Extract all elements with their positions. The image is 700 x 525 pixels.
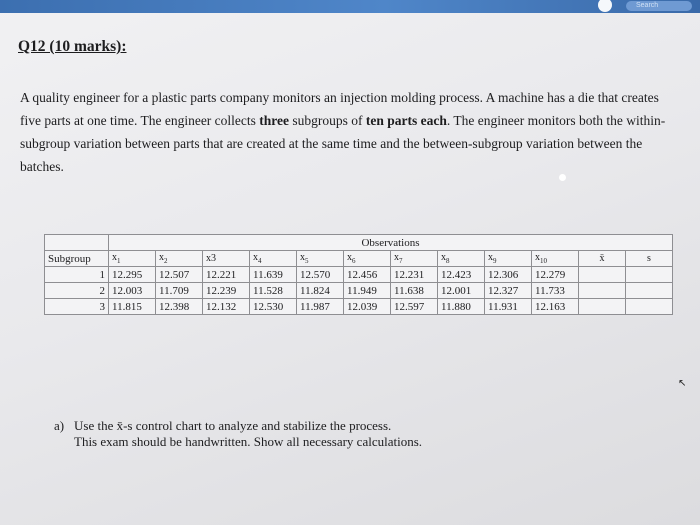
column-header-xbar: x̄ (579, 251, 626, 267)
column-header-subscript: 4 (258, 257, 262, 265)
observation-cell: 11.824 (297, 283, 344, 299)
question-title: Q12 (10 marks): (18, 38, 127, 55)
observations-table (44, 234, 673, 315)
s-cell[interactable] (626, 299, 673, 315)
observation-cell: 12.231 (391, 267, 438, 283)
column-header-subscript: 1 (117, 257, 121, 265)
observations-header: Observations (109, 235, 673, 251)
search-box[interactable]: Search (626, 1, 692, 11)
observation-cell: 12.507 (156, 267, 203, 283)
observation-cell: 12.423 (438, 267, 485, 283)
observation-cell: 12.001 (438, 283, 485, 299)
table-header-row (45, 251, 673, 267)
observation-cell: 11.880 (438, 299, 485, 315)
column-header-x10 (532, 251, 579, 267)
observation-cell: 12.570 (297, 267, 344, 283)
problem-text-pre: A quality engineer for a plastic parts company monitors an injection molding process. A machine has a die that creates five parts at one time. The engineer collects (20, 90, 659, 128)
xbar-cell[interactable] (579, 299, 626, 315)
column-header-base: x3 (206, 253, 216, 264)
problem-text-mid: subgroups of (289, 113, 366, 128)
observation-cell: 11.639 (250, 267, 297, 283)
part-a-line1 (54, 418, 422, 434)
table-corner (45, 235, 109, 251)
problem-bold-subgroups: three (259, 113, 290, 128)
observation-cell: 12.132 (203, 299, 250, 315)
column-header-x8 (438, 251, 485, 267)
column-header-x6 (344, 251, 391, 267)
column-header-x2 (156, 251, 203, 267)
part-a-label: a) (54, 418, 65, 433)
table-row (45, 267, 673, 283)
observation-cell: 12.295 (109, 267, 156, 283)
mouse-cursor-dot (559, 174, 566, 181)
column-header-x9 (485, 251, 532, 267)
column-header-subscript: 2 (164, 257, 168, 265)
problem-bold-parts: ten parts each (365, 113, 447, 128)
column-header-s: s (626, 251, 673, 267)
column-header-subscript: 8 (446, 257, 450, 265)
column-header-subscript: 7 (399, 257, 403, 265)
observation-cell: 11.709 (156, 283, 203, 299)
column-header-base: x (347, 252, 352, 263)
observation-cell: 11.528 (250, 283, 297, 299)
subgroup-number: 2 (45, 283, 109, 299)
observation-cell: 12.398 (156, 299, 203, 315)
column-header-base: x (159, 252, 164, 263)
column-header-subscript: 6 (352, 257, 356, 265)
subgroup-header: Subgroup (45, 251, 109, 267)
observation-cell: 11.733 (532, 283, 579, 299)
observation-cell: 12.530 (250, 299, 297, 315)
subgroup-number: 1 (45, 267, 109, 283)
column-header-base: x (441, 252, 446, 263)
column-header-base: x (394, 252, 399, 263)
observation-cell: 12.456 (344, 267, 391, 283)
column-header-base: x (253, 252, 258, 263)
browser-top-bar (0, 0, 700, 13)
observation-cell: 11.949 (344, 283, 391, 299)
column-header-x7 (391, 251, 438, 267)
circle-icon (598, 0, 612, 12)
observation-cell: 11.987 (297, 299, 344, 315)
part-a (54, 418, 422, 450)
observation-cell: 12.597 (391, 299, 438, 315)
observation-cell: 12.239 (203, 283, 250, 299)
xbar-cell[interactable] (579, 283, 626, 299)
table-title-row (45, 235, 673, 251)
column-header-base: x (488, 252, 493, 263)
column-header-base: x (112, 252, 117, 263)
column-header-x5 (297, 251, 344, 267)
table-row (45, 283, 673, 299)
s-cell[interactable] (626, 283, 673, 299)
column-header-x4 (250, 251, 297, 267)
column-header-subscript: 9 (493, 257, 497, 265)
observation-cell: 12.039 (344, 299, 391, 315)
subgroup-number: 3 (45, 299, 109, 315)
mouse-pointer-icon: ↖ (678, 378, 687, 389)
part-a-line2: This exam should be handwritten. Show all necessary calculations. (74, 434, 423, 449)
column-header-subscript: 10 (540, 257, 547, 265)
observation-cell: 11.815 (109, 299, 156, 315)
problem-text-post: . The engineer monitors both the within-subgroup variation between parts that are created at the same time and the between-subgroup variation between the batches. (20, 113, 666, 174)
column-header-x3 (203, 251, 250, 267)
part-a-instruction: Use the x̄-s control chart to analyze and stabilize the process. (74, 418, 392, 433)
observation-cell: 12.163 (532, 299, 579, 315)
observation-cell: 12.306 (485, 267, 532, 283)
table-row (45, 299, 673, 315)
problem-statement (20, 86, 675, 178)
column-header-x1 (109, 251, 156, 267)
observation-cell: 12.327 (485, 283, 532, 299)
column-header-base: x (300, 252, 305, 263)
xbar-cell[interactable] (579, 267, 626, 283)
observation-cell: 12.279 (532, 267, 579, 283)
column-header-subscript: 5 (305, 257, 309, 265)
s-cell[interactable] (626, 267, 673, 283)
observation-cell: 11.931 (485, 299, 532, 315)
column-header-base: x (535, 252, 540, 263)
observation-cell: 12.003 (109, 283, 156, 299)
observation-cell: 11.638 (391, 283, 438, 299)
observation-cell: 12.221 (203, 267, 250, 283)
